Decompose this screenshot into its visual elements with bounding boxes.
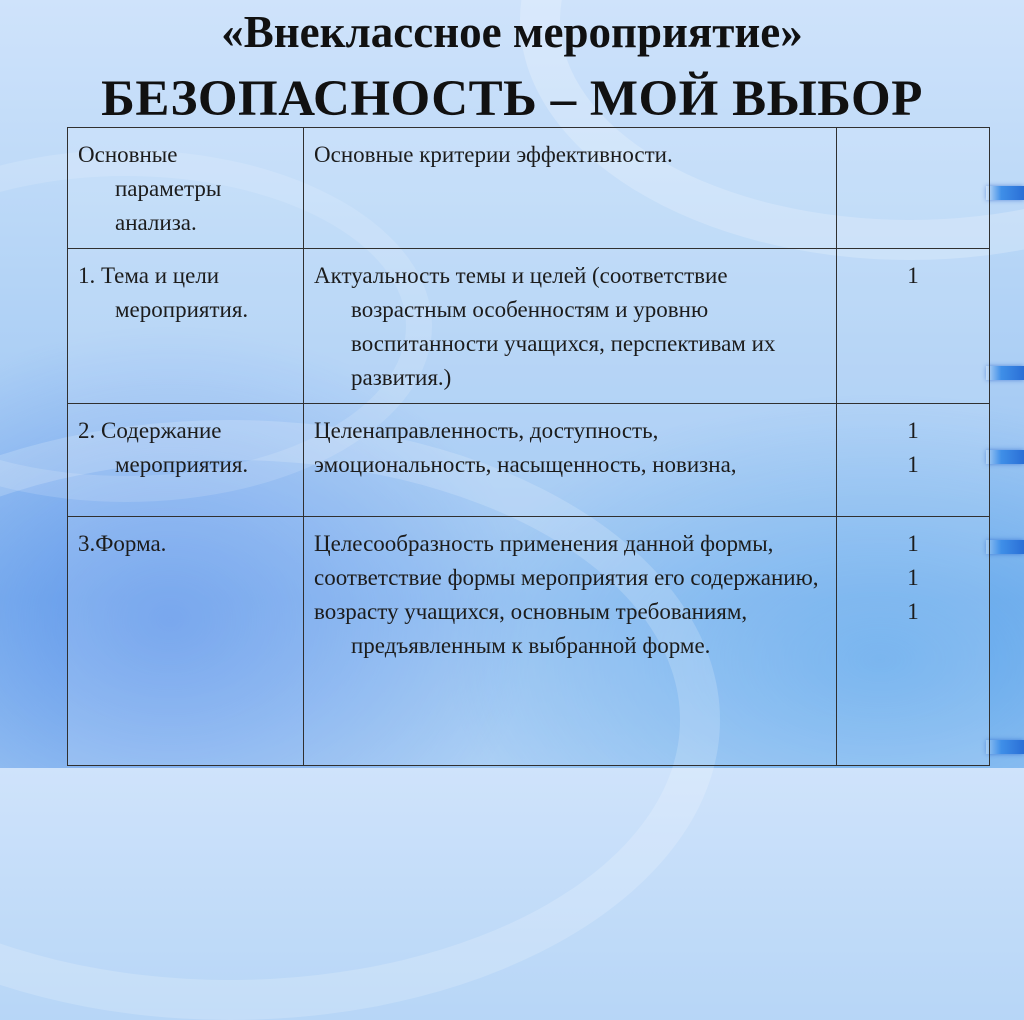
header-score-cell [837, 128, 990, 249]
param-text: 1. Тема и цели мероприятия. [78, 263, 249, 322]
criteria-text: Целенаправленность, доступность, эмоциональность, насыщенность, новизна, [314, 418, 737, 477]
param-text: 3.Форма. [78, 531, 167, 556]
criteria-text: Актуальность темы и целей (соответствие возрастным особенностям и уровню воспитанности учащихся, перспективам их развития.) [314, 263, 776, 390]
param-text: 2. Содержание мероприятия. [78, 418, 249, 477]
table-row [68, 249, 990, 404]
param-cell [68, 404, 304, 517]
header-param-line: параметры [115, 176, 222, 201]
score-cell [837, 517, 990, 766]
score-value: 1 [907, 599, 919, 624]
score-value: 1 [907, 531, 919, 556]
param-cell [68, 517, 304, 766]
score-value: 1 [907, 565, 919, 590]
score-value: 1 [907, 452, 919, 477]
table-row [68, 517, 990, 766]
criteria-cell [304, 249, 837, 404]
score-value: 1 [907, 263, 919, 288]
slide-title: «Внеклассное мероприятие» [221, 7, 803, 57]
score-cell [837, 404, 990, 517]
decorative-strip [986, 540, 1024, 554]
criteria-cell [304, 404, 837, 517]
decorative-strip [986, 186, 1024, 200]
header-param-cell [68, 128, 304, 249]
header-criteria-text: Основные критерии эффективности. [314, 142, 673, 167]
criteria-table [67, 127, 990, 766]
header-param-line: Основные [78, 142, 178, 167]
decorative-strip [986, 450, 1024, 464]
criteria-text: возрасту учащихся, основным требованиям, предъявленным к выбранной форме. [314, 599, 748, 658]
table-header-row [68, 128, 990, 249]
decorative-strip [986, 740, 1024, 754]
table-row [68, 404, 990, 517]
header-criteria-cell [304, 128, 837, 249]
slide-subtitle: БЕЗОПАСНОСТЬ – МОЙ ВЫБОР [101, 71, 923, 127]
score-value: 1 [907, 418, 919, 443]
criteria-text: Целесообразность применения данной формы, [314, 531, 774, 556]
criteria-text: соответствие формы мероприятия его содержанию, [314, 565, 819, 590]
criteria-cell [304, 517, 837, 766]
decorative-strip [986, 366, 1024, 380]
header-param-line: анализа. [115, 210, 197, 235]
score-cell [837, 249, 990, 404]
param-cell [68, 249, 304, 404]
